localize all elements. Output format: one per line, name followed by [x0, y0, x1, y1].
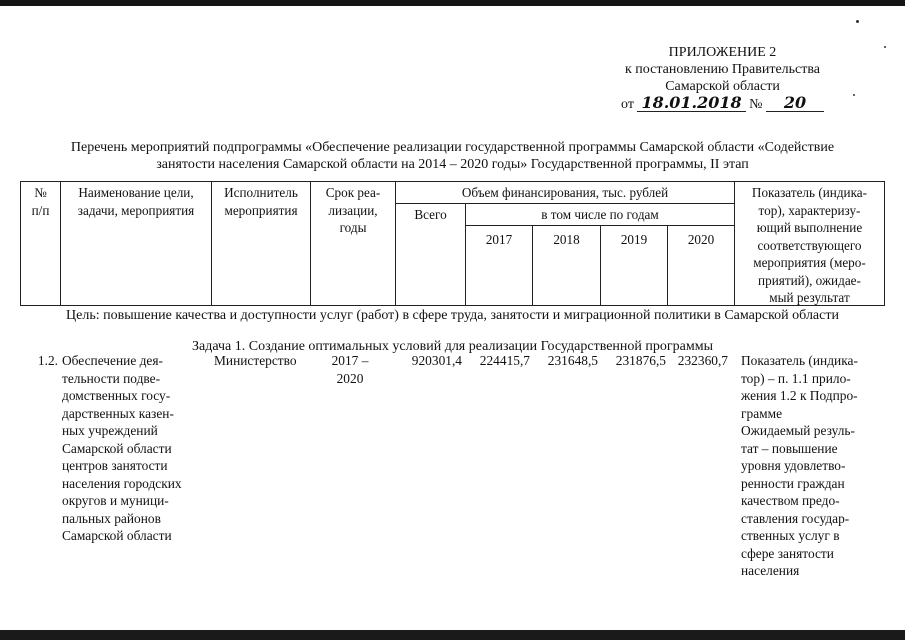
task-line: Задача 1. Создание оптимальных условий для реализации Государственной программы	[192, 339, 713, 354]
row-2019: 231876,5	[615, 353, 666, 368]
goal-line: Цель: повышение качества и доступности услуг (работ) в сфере труда, занятости и миграционной политики в Самарской области	[66, 308, 839, 323]
scan-top-border	[0, 0, 905, 6]
row-indicator-line: уровня удовлетво-	[741, 458, 846, 473]
row-name-line: Самарской области	[62, 440, 172, 456]
number-label: №	[749, 97, 763, 112]
row-name-line: округов и муници-	[62, 493, 169, 508]
scan-speck	[856, 20, 859, 23]
header-indicator-line: мероприятия (меро-	[753, 255, 866, 270]
from-label: от	[621, 97, 634, 112]
appendix-title: ПРИЛОЖЕНИЕ 2	[668, 45, 777, 60]
header-name	[61, 184, 211, 219]
appendix-signature-line	[600, 95, 845, 113]
header-border-top	[20, 181, 885, 182]
row-indicator-line: населения	[741, 563, 800, 578]
scan-bottom-border	[0, 630, 905, 640]
header-name-line: Наименование цели,	[78, 185, 194, 200]
appendix-line-1: к постановлению Правительства	[624, 62, 821, 77]
col-line	[884, 181, 885, 306]
header-num-line: №	[34, 185, 47, 200]
row-num: 1.2.	[37, 353, 58, 368]
row-indicator-line: тор) – п. 1.1 прило-	[741, 370, 851, 386]
row-2017: 224415,7	[479, 353, 530, 368]
row-indicator-line: грамме	[741, 405, 783, 421]
header-term-line: лизации,	[328, 202, 378, 218]
appendix-line-2: Самарской области	[665, 79, 780, 94]
row-name-line: населения городских	[62, 475, 182, 491]
header-name-line: задачи, мероприятия	[77, 202, 195, 218]
header-year-2017: 2017	[485, 232, 513, 247]
header-executor-line: Исполнитель	[224, 185, 298, 200]
row-indicator-line: тат – повышение	[741, 440, 838, 456]
header-term-line: Срок реа-	[325, 185, 381, 200]
row-name-line: Самарской области	[62, 528, 172, 543]
header-num	[21, 184, 60, 219]
document-title-line-2: занятости населения Самарской области на 2014 – 2020 годы» Государственной программы, II этап	[156, 157, 749, 172]
header-funding: Объем финансирования, тыс. рублей	[461, 185, 669, 200]
row-indicator-line: Ожидаемый резуль-	[741, 423, 855, 438]
funding-divider	[395, 203, 734, 204]
header-term	[311, 184, 395, 237]
header-executor	[212, 184, 310, 219]
row-name-line: пальных районов	[62, 510, 161, 526]
row-name-line: Обеспечение дея-	[62, 353, 163, 368]
header-total: Всего	[414, 207, 447, 222]
row-indicator-line: качеством предо-	[741, 493, 840, 508]
row-indicator	[741, 352, 880, 580]
header-year-2020: 2020	[687, 232, 715, 247]
row-name-line: ных учреждений	[62, 423, 158, 438]
header-indicator-line: мый результат	[769, 290, 850, 305]
appendix-header	[600, 44, 845, 113]
row-name-line: тельности подве-	[62, 370, 161, 386]
row-indicator-line: ственных услуг в	[741, 528, 840, 543]
table-header	[20, 181, 885, 306]
header-executor-line: мероприятия	[224, 202, 298, 218]
row-executor: Министерство	[214, 353, 297, 368]
row-2018: 231648,5	[547, 353, 598, 368]
header-term-line: годы	[339, 220, 367, 235]
row-name-line: центров занятости	[62, 458, 168, 473]
row-name	[62, 352, 202, 545]
header-indicator	[735, 184, 884, 307]
row-indicator-line: жения 1.2 к Подпро-	[741, 388, 858, 403]
header-indicator-line: приятий), ожидае-	[758, 272, 861, 288]
document-title-line-1: Перечень мероприятий подпрограммы «Обеспечение реализации государственной программы Самарской области «Содействие	[70, 140, 835, 155]
row-indicator-line: ренности граждан	[741, 475, 845, 491]
header-year-2019: 2019	[620, 232, 648, 247]
row-indicator-line: ставления государ-	[741, 510, 850, 526]
header-indicator-line: тор), характеризу-	[758, 202, 861, 218]
row-name-line: дарственных казен-	[62, 405, 174, 421]
row-term	[318, 352, 382, 387]
header-indicator-line: ющий выполнение	[756, 220, 863, 235]
document-title	[20, 139, 885, 173]
header-year-2018: 2018	[553, 232, 580, 247]
row-name-line: домственных госу-	[62, 388, 171, 403]
header-indicator-line: соответствующего	[757, 237, 862, 253]
row-2020: 232360,7	[677, 353, 728, 368]
scan-speck	[884, 46, 886, 48]
handwritten-date: 18.01.2018	[637, 95, 745, 112]
scan-speck	[853, 94, 855, 96]
row-term-line: 2020	[336, 370, 364, 386]
header-num-line: п/п	[31, 202, 50, 218]
header-by-years: в том числе по годам	[541, 207, 659, 222]
row-indicator-line: сфере занятости	[741, 545, 834, 561]
row-term-line: 2017 –	[331, 353, 369, 368]
row-total: 920301,4	[411, 353, 462, 368]
row-indicator-line: Показатель (индика-	[741, 353, 858, 368]
handwritten-number: 20	[766, 95, 824, 112]
header-indicator-line: Показатель (индика-	[751, 185, 868, 200]
